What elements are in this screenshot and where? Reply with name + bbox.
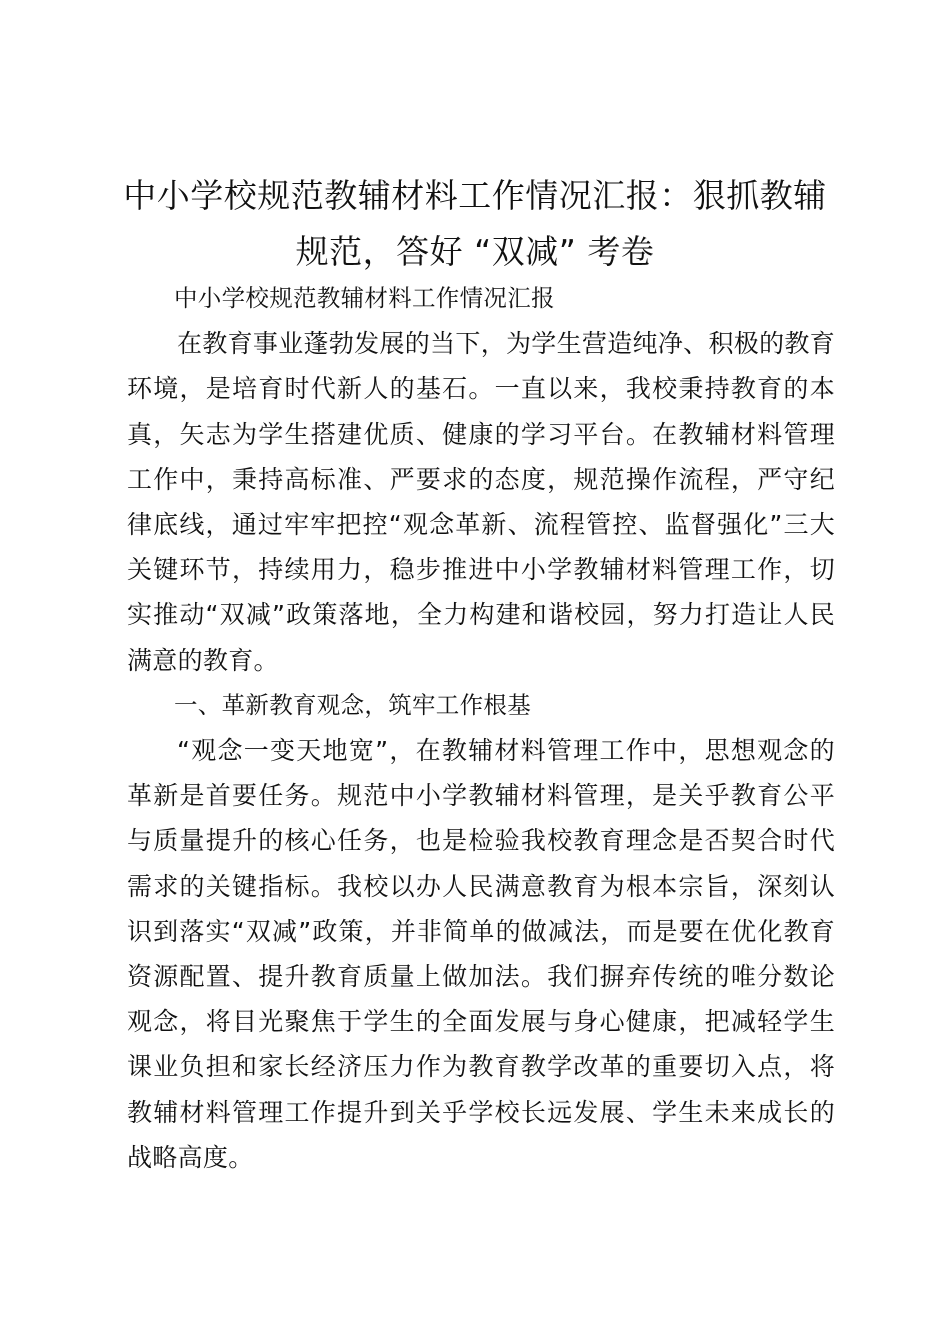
intro-paragraph: 在教育事业蓬勃发展的当下，为学生营造纯净、积极的教育环境，是培育时代新人的基石。一直以来，我校秉持教育的本真，矢志为学生搭建优质、健康的学习平台。在教辅材料管理工作中，秉持高标准、严要求的态度，规范操作流程，严守纪律底线，通过牢牢把控“观念革新、流程管控、监督强化”三大关键环节，持续用力，稳步推进中小学教辅材料管理工作，切实推动“双减”政策落地，全力构建和谐校园，努力打造让人民满意的教育。 <box>127 329 835 675</box>
document-subtitle: 中小学校规范教辅材料工作情况汇报 <box>174 284 555 312</box>
section-heading: 一、革新教育观念，筑牢工作根基 <box>174 690 531 719</box>
document-body <box>127 276 835 1180</box>
section-paragraph: “观念一变天地宽”，在教辅材料管理工作中，思想观念的革新是首要任务。规范中小学教辅材料管理，是关乎教育公平与质量提升的核心任务，也是检验我校教育理念是否契合时代需求的关键指标。我校以办人民满意教育为根本宗旨，深刻认识到落实“双减”政策，并非简单的做减法，而是要在优化教育资源配置、提升教育质量上做加法。我们摒弃传统的唯分数论观念，将目光聚焦于学生的全面发展与身心健康，把减轻学生课业负担和家长经济压力作为教育教学改革的重要切入点，将教辅材料管理工作提升到关乎学校长远发展、学生未来成长的战略高度。 <box>127 736 835 1172</box>
document-title: 中小学校规范教辅材料工作情况汇报：狠抓教辅规范，答好 “双减” 考卷 <box>123 176 827 271</box>
